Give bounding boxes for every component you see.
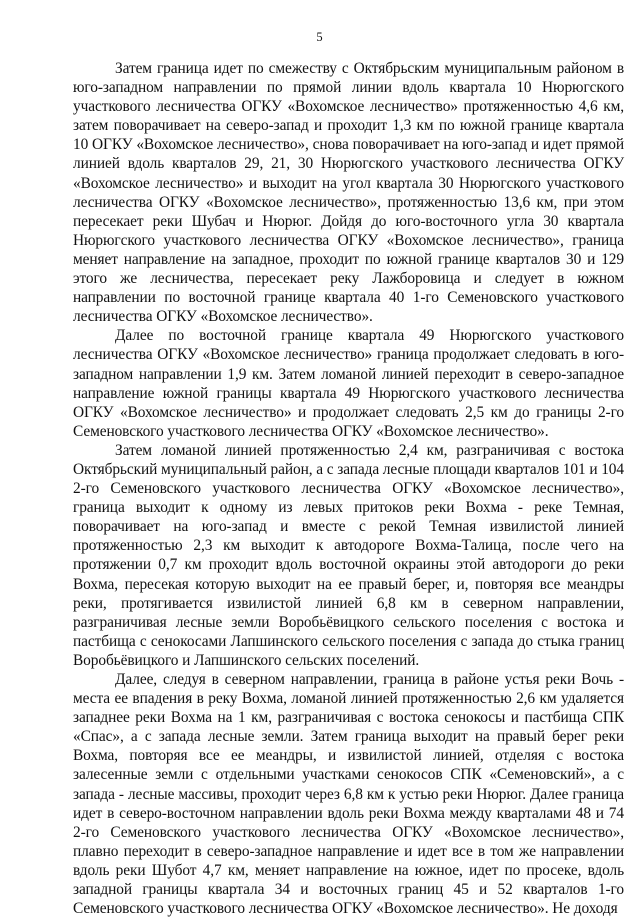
- paragraph: Далее по восточной границе квартала 49 Нюрюгского участкового лесничества ОГКУ «Вохомское лесничество» граница продолжает следовать в юго-западном направлении 1,9 км. Затем ломаной линией переходит в северо-западное направление южной границы квартала 49 Нюрюгского участкового лесничества ОГКУ «Вохомское лесничество» и продолжает следовать 2,5 км до границы 2-го Семеновского участкового лесничества ОГКУ «Вохомское лесничество».: [73, 327, 624, 440]
- paragraph: Далее, следуя в северном направлении, граница в районе устья реки Вочь - места ее впадения в реку Вохма, ломаной линией протяженностью 2,6 км удаляется западнее реки Вохма на 1 км, разграничивая с востока сенокосы и пастбища СПК «Спас», а с запада лесные земли. Затем граница выходит на правый берег реки Вохма, повторяя все ее меандры, и извилистой линией, отделяя с востока залесенные земли с отдельными участками сенокосов СПК «Семеновский», а с запада - лесные массивы, проходит через 6,8 км к устью реки Нюрюг. Далее граница идет в северо-восточном направлении вдоль реки Вохма между кварталами 48 и 74 2-го Семеновского участкового лесничества ОГКУ «Вохомское лесничество», плавно переходит в северо-западное направление и идет все в том же направлении вдоль реки Шубот 4,7 км, меняет направление на южное, идет по просеке, вдоль западной границы квартала 34 и восточных границ 45 и 52 кварталов 1-го Семеновского участкового лесничества ОГКУ «Вохомское лесничество». Не доходя: [73, 671, 624, 918]
- paragraph: Затем граница идет по смежеству с Октябрьским муниципальным районом в юго-западном направлении по прямой линии вдоль квартала 10 Нюрюгского участкового лесничества ОГКУ «Вохомское лесничество» протяженностью 4,6 км, затем поворачивает на северо-запад и проходит 1,3 км по южной границе квартала 10 ОГКУ «Вохомское лесничество», снова поворачивает на юго-запад и идет прямой линией вдоль кварталов 29, 21, 30 Нюрюгского участкового лесничества ОГКУ «Вохомское лесничество» и выходит на угол квартала 30 Нюрюгского участкового лесничества ОГКУ «Вохомское лесничество», протяженностью 13,6 км, при этом пересекает реки Шубач и Нюрюг. Дойдя до юго-восточного угла 30 квартала Нюрюгского участкового лесничества ОГКУ «Вохомское лесничество», граница меняет направление на западное, проходит по южной границе кварталов 30 и 129 этого же лесничества, пересекает реку Лажборовица и следует в южном направлении по восточной границе квартала 40 1-го Семеновского участкового лесничества ОГКУ «Вохомское лесничество».: [73, 60, 624, 326]
- paragraph: Затем ломаной линией протяженностью 2,4 км, разграничивая с востока Октябрьский муниципальный район, а с запада лесные площади кварталов 101 и 104 2-го Семеновского участкового лесничества ОГКУ «Вохомское лесничество», граница выходит к одному из левых притоков реки Вохма - реке Темная, поворачивает на юго-запад и вместе с рекой Темная извилистой линией протяженностью 2,3 км выходит к автодороге Вохма-Талица, после чего на протяжении 0,7 км проходит вдоль восточной окраины этой автодороги до реки Вохма, пересекая которую выходит на ее правый берег, и, повторяя все меандры реки, протягивается извилистой линией 6,8 км в северном направлении, разграничивая лесные земли Воробьёвицкого сельского поселения с востока и пастбища с сенокосами Лапшинского сельского поселения с запада до стыка границ Воробьёвицкого и Лапшинского сельских поселений.: [73, 441, 624, 669]
- document-body: [73, 59, 624, 918]
- page-number: 5: [316, 30, 323, 44]
